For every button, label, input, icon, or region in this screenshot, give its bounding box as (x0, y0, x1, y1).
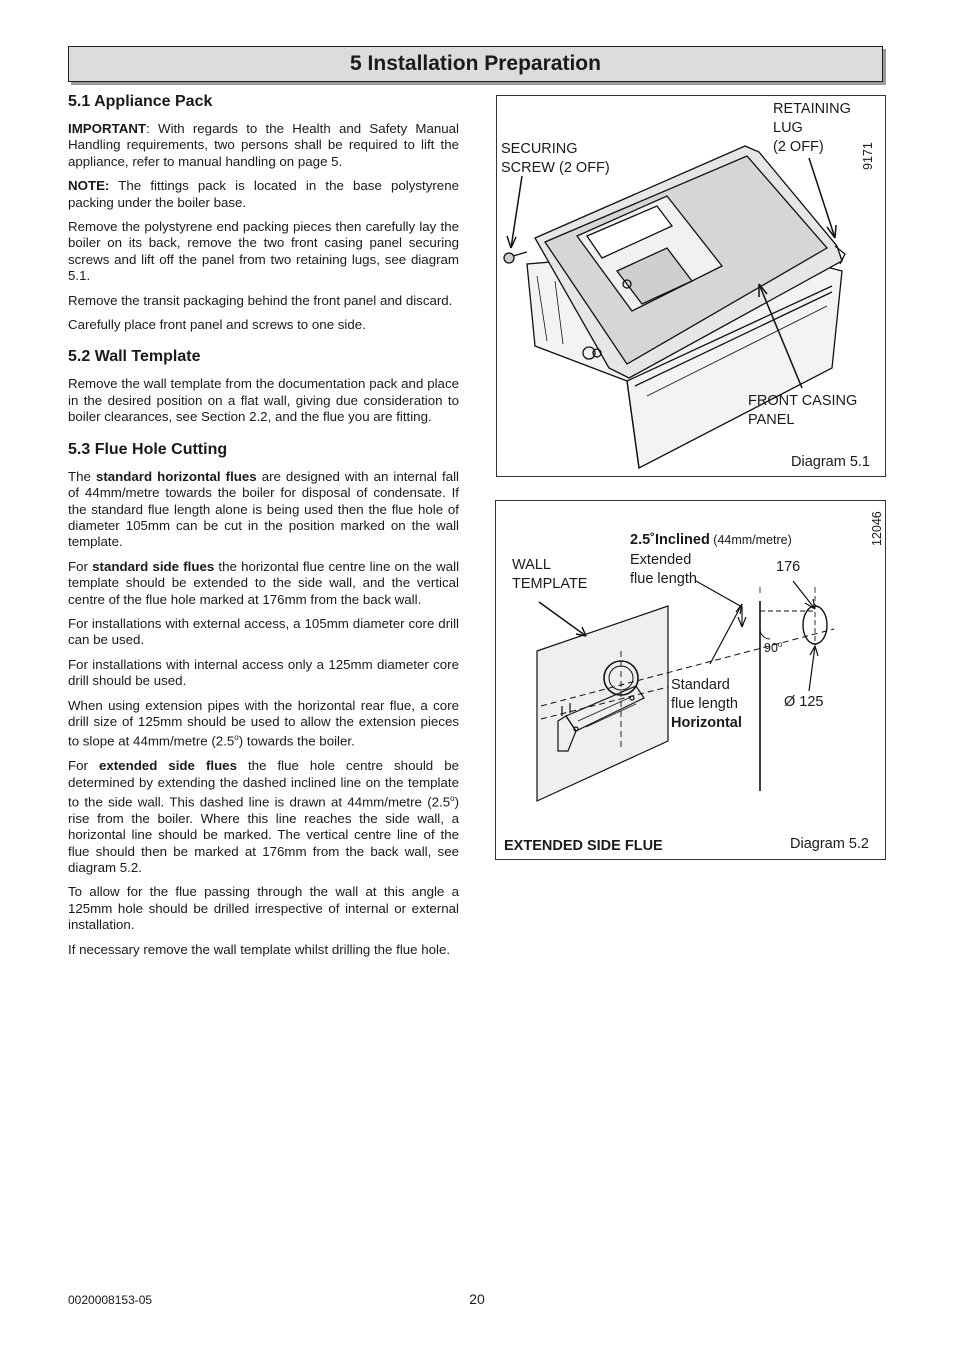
inclined-word: Inclined (655, 532, 710, 548)
label-line: flue length (630, 571, 697, 587)
paragraph (68, 559, 459, 608)
text: ) rise from the boiler. Where this line reaches the side wall, a horizontal line should be marked. The vertical centre line of the flue should then be marked at 176mm from the back wall, see diagram 5.2. (68, 794, 459, 876)
paragraph: Remove the wall template from the documentation pack and place in the desired position on a flat wall, giving due consideration to boiler clearances, see Section 2.2, and the flue you are fitting. (68, 376, 459, 425)
paragraph (68, 469, 459, 551)
paragraph: For installations with internal access only a 125mm diameter core drill should be used. (68, 656, 459, 689)
bold-text: standard side flues (92, 558, 215, 574)
angle-value: 90 (764, 641, 778, 656)
label-line: WALL (512, 557, 551, 573)
paragraph: For installations with external access, a 105mm diameter core drill can be used. (68, 615, 459, 648)
label-line: SECURING (501, 141, 578, 157)
text: For (68, 558, 93, 574)
figure-reference: 9171 (861, 142, 875, 170)
diagram-5-2 (495, 500, 886, 860)
inclined-rate: (44mm/metre) (709, 533, 792, 547)
label-line: TEMPLATE (512, 576, 588, 592)
figure-reference: 12046 (870, 511, 884, 546)
title-bar (68, 46, 883, 82)
superscript: o (450, 794, 455, 804)
text: the flue hole centre should be determined by extending the dashed inclined line on the template to the side wall. This dashed line is drawn at 44mm/metre (2.5 (68, 758, 459, 810)
important-label: IMPORTANT (68, 121, 147, 136)
paragraph (68, 178, 459, 211)
label-line: PANEL (748, 412, 795, 428)
text: are designed with an internal fall of 44mm/metre towards the boiler for disposal of condensate. If the standard flue length alone is being used then the flue hole of diameter 105mm can be cut in the position marked on the wall template. (68, 468, 460, 550)
label-wall-template (512, 556, 587, 594)
dimension-176: 176 (776, 559, 801, 575)
diameter-label: Ø 125 (784, 694, 824, 710)
angle-90 (764, 635, 782, 658)
bold-text: extended side flues (98, 758, 237, 774)
label-line: Extended (630, 552, 692, 568)
label-line: FRONT CASING (748, 393, 858, 409)
page-number: 20 (469, 1291, 485, 1307)
diagram-5-1 (496, 95, 886, 477)
paragraph: Remove the transit packaging behind the front panel and discard. (68, 292, 453, 308)
label-front-casing-panel (748, 392, 857, 430)
paragraph: Remove the polystyrene end packing pieces then carefully lay the boiler on its back, remove the two front casing panel securing screws and lift off the panel from two retaining lugs, see diagram 5.1. (68, 219, 459, 284)
label-standard-flue-length (671, 676, 742, 733)
degree-symbol: ˚ (650, 532, 656, 548)
text: ) towards the boiler. (238, 733, 355, 749)
superscript: o (234, 733, 239, 743)
paragraph: Carefully place front panel and screws to one side. (68, 317, 366, 333)
label-retaining-lug (773, 100, 851, 157)
label-line: (2 OFF) (773, 139, 824, 155)
label-line: LUG (773, 120, 803, 136)
text: When using extension pipes with the horizontal rear flue, a core drill size of 125mm should be used to allow the extension pieces to slope at 44mm/metre (2.5 (68, 697, 459, 749)
label-line: RETAINING (773, 101, 851, 117)
diagram-subtitle: EXTENDED SIDE FLUE (504, 838, 663, 854)
paragraph (68, 698, 459, 751)
paragraph (68, 758, 459, 876)
label-line: SCREW (2 OFF) (501, 160, 610, 176)
paragraph-text: : With regards to the Health and Safety Manual Handling requirements, two persons shall be required to lift the appliance, refer to manual handling on page 5. (68, 121, 459, 169)
paragraph (68, 121, 459, 170)
label-line: flue length (671, 696, 738, 712)
label-securing-screw (501, 140, 610, 178)
label-line: Standard (671, 677, 730, 693)
diagram-caption: Diagram 5.1 (791, 454, 870, 470)
superscript: o (777, 640, 783, 649)
document-code: 0020008153-05 (68, 1293, 153, 1307)
label-extended-flue-length (630, 551, 697, 589)
paragraph-text: The fittings pack is located in the base polystyrene packing under the boiler base. (68, 178, 459, 210)
angle-value: 2.5 (630, 532, 651, 548)
text: The (68, 468, 96, 484)
paragraph: To allow for the flue passing through the wall at this angle a 125mm hole should be drilled irrespective of internal or external installation. (68, 884, 459, 933)
paragraph: If necessary remove the wall template whilst drilling the flue hole. (68, 941, 451, 957)
text-column (68, 92, 459, 966)
text: For (68, 758, 99, 774)
text: the horizontal flue centre line on the wall template should be extended to the side wall, and the vertical centre of the flue hole marked at 176mm from the back wall. (68, 558, 460, 607)
diagram-caption: Diagram 5.2 (790, 836, 869, 852)
page-title: 5 Installation Preparation (350, 52, 601, 75)
horizontal-label: Horizontal (671, 715, 742, 731)
label-inclined (630, 531, 792, 550)
section-heading-5-1: 5.1 Appliance Pack (68, 93, 213, 110)
bold-text: standard horizontal flues (95, 468, 257, 484)
note-label: NOTE: (68, 178, 110, 194)
section-heading-5-3: 5.3 Flue Hole Cutting (68, 440, 228, 458)
section-heading-5-2: 5.2 Wall Template (68, 348, 201, 366)
